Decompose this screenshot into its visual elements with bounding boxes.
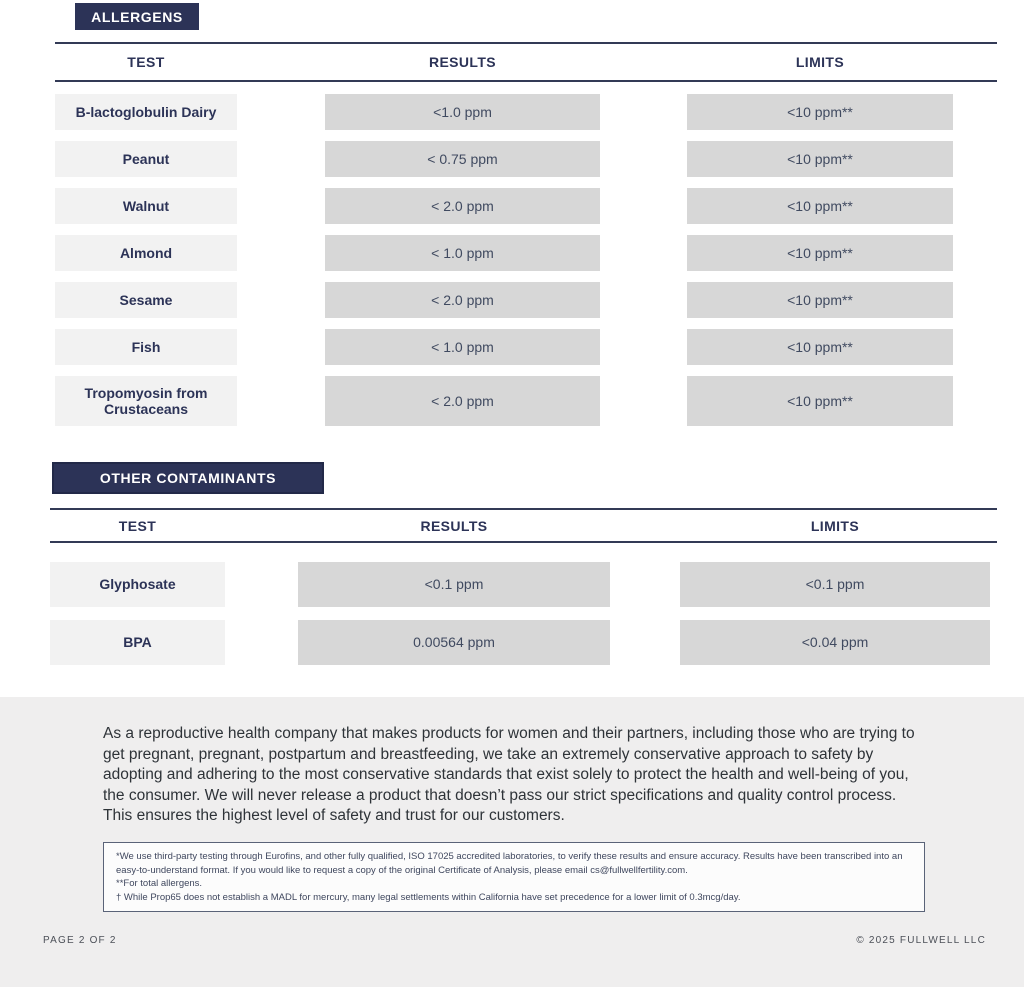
result-cell: <1.0 ppm — [325, 94, 600, 130]
allergens-table — [55, 42, 997, 437]
column-header-results: RESULTS — [420, 517, 488, 534]
limit-cell: <10 ppm** — [687, 235, 953, 271]
limit-cell: <10 ppm** — [687, 282, 953, 318]
limit-cell: <10 ppm** — [687, 188, 953, 224]
test-name-cell: Almond — [55, 235, 237, 271]
result-cell: < 1.0 ppm — [325, 329, 600, 365]
table-row — [50, 620, 997, 665]
limit-cell: <10 ppm** — [687, 94, 953, 130]
limit-cell: <0.1 ppm — [680, 562, 990, 607]
footnote-total-allergens: **For total allergens. — [116, 878, 203, 890]
table-row — [55, 188, 997, 224]
limit-cell: <10 ppm** — [687, 376, 953, 426]
allergens-table-header — [55, 42, 997, 82]
other-contaminants-section-title: OTHER CONTAMINANTS — [52, 462, 324, 494]
table-row — [55, 94, 997, 130]
other-contaminants-table-header — [50, 508, 997, 543]
table-row — [55, 235, 997, 271]
test-name-cell: Fish — [55, 329, 237, 365]
table-row — [55, 282, 997, 318]
footnotes-box — [103, 842, 925, 912]
test-name-cell: BPA — [50, 620, 225, 665]
limit-cell: <0.04 ppm — [680, 620, 990, 665]
page-number: PAGE 2 OF 2 — [43, 935, 117, 946]
result-cell: < 2.0 ppm — [325, 188, 600, 224]
table-row — [50, 562, 997, 607]
result-cell: <0.1 ppm — [298, 562, 610, 607]
safety-statement-text: As a reproductive health company that makes products for women and their partners, including those who are trying to get pregnant, pregnant, postpartum and breastfeeding, we take an extremely conservative approach to safety by adopting and adhering to the most conservative standards that exist solely to protect the health and well-being of you, the consumer. We will never release a product that doesn’t pass our strict specifications and quality control process. This ensures the highest level of safety and trust for our customers. — [103, 725, 915, 825]
column-header-results: RESULTS — [428, 54, 497, 70]
limit-cell: <10 ppm** — [687, 141, 953, 177]
test-name-cell: Walnut — [55, 188, 237, 224]
table-row — [55, 141, 997, 177]
footnote-prop65: † While Prop65 does not establish a MADL for mercury, many legal settlements within California have set precedence for a lower limit of 0.3mcg/day. — [116, 891, 741, 903]
result-cell: < 0.75 ppm — [325, 141, 600, 177]
other-contaminants-table-body — [50, 562, 997, 665]
result-cell: < 2.0 ppm — [325, 282, 600, 318]
other-contaminants-table — [50, 508, 997, 678]
test-name-cell: Sesame — [55, 282, 237, 318]
table-row — [55, 376, 997, 426]
footnote-third-party: *We use third-party testing through Eurofins, and other fully qualified, ISO 17025 accredited laboratories, to verify these results and ensure accuracy. Results have been transcribed into an easy-to-understand format. If you would like to request a copy of the original Certificate of Analysis, please email cs@fullwellfertility.com. — [116, 851, 903, 876]
table-row — [55, 329, 997, 365]
test-name-cell: B-lactoglobulin Dairy — [55, 94, 237, 130]
allergens-section-title: ALLERGENS — [75, 3, 199, 30]
result-cell: 0.00564 ppm — [298, 620, 610, 665]
result-cell: < 2.0 ppm — [325, 376, 600, 426]
column-header-limits: LIMITS — [810, 517, 860, 534]
test-name-cell: Tropomyosin from Crustaceans — [55, 376, 237, 426]
test-name-cell: Peanut — [55, 141, 237, 177]
column-header-limits: LIMITS — [795, 54, 845, 70]
page-footer — [0, 935, 1024, 946]
column-header-test: TEST — [127, 54, 165, 70]
column-header-test: TEST — [118, 517, 157, 534]
limit-cell: <10 ppm** — [687, 329, 953, 365]
result-cell: < 1.0 ppm — [325, 235, 600, 271]
allergens-table-body — [55, 94, 997, 426]
copyright-text: © 2025 FULLWELL LLC — [856, 935, 986, 946]
test-name-cell: Glyphosate — [50, 562, 225, 607]
